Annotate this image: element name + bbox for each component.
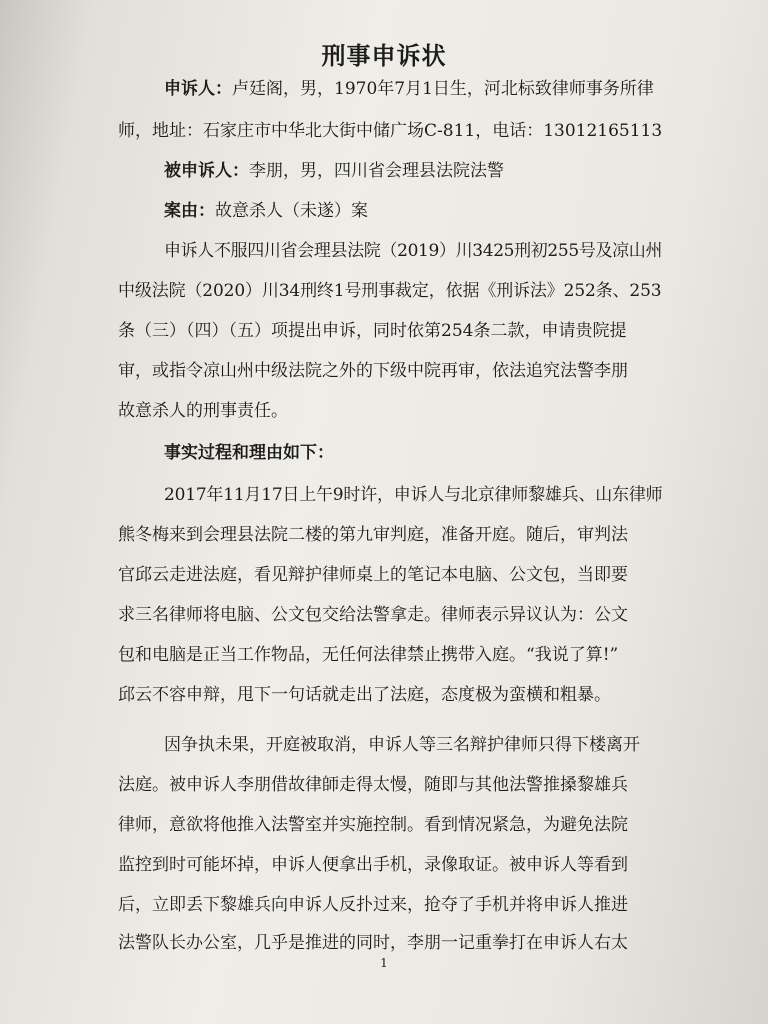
facts-heading: 事实过程和理由如下： (164, 443, 334, 463)
respondent-label: 被申诉人： (164, 161, 249, 181)
respondent-line (164, 160, 504, 182)
page-number: 1 (380, 956, 388, 970)
petitioner-label: 申诉人： (164, 79, 232, 99)
paragraph3-line-2: 法庭。被申诉人李朋借故律師走得太慢，随即与其他法警推搡黎雄兵 (118, 775, 628, 795)
respondent-text: 李朋，男，四川省会理县法院法警 (249, 161, 504, 181)
paragraph3-line-4: 监控到时可能坏掉，申诉人便拿出手机，录像取证。被申诉人等看到 (118, 855, 628, 875)
paragraph3-line-5: 后，立即丢下黎雄兵向申诉人反扑过来，抢夺了手机并将申诉人推进 (118, 895, 628, 915)
paragraph1-line-3: 条（三）（四）（五）项提出申诉，同时依第254条二款，申请贵院提 (118, 321, 627, 341)
petitioner-text-1: 卢廷阁，男，1970年7月1日生，河北标致律师事务所律 (232, 79, 654, 99)
petitioner-line-2: 师，地址：石家庄市中华北大街中储广场C-811，电话：13012165113 (118, 121, 663, 141)
paragraph2-line-3: 官邱云走进法庭，看见辩护律师桌上的笔记本电脑、公文包，当即要 (118, 565, 628, 585)
case-label: 案由： (164, 201, 215, 221)
paragraph3-line-3: 律师，意欲将他推入法警室并实施控制。看到情况紧急，为避免法院 (118, 815, 628, 835)
paragraph2-line-4: 求三名律师将电脑、公文包交给法警拿走。律师表示异议认为：公文 (118, 605, 628, 625)
paragraph3-line-6: 法警队长办公室，几乎是推进的同时，李朋一记重拳打在申诉人右太 (118, 933, 628, 953)
document-title: 刑事申诉状 (321, 41, 447, 70)
paragraph1-line-2: 中级法院（2020）川34刑终1号刑事裁定，依据《刑诉法》252条、253 (118, 281, 662, 301)
case-line (164, 200, 368, 222)
paragraph2-line-1: 2017年11月17日上午9时许，申诉人与北京律师黎雄兵、山东律师 (164, 485, 663, 505)
paragraph3-line-1: 因争执未果，开庭被取消，申诉人等三名辩护律师只得下楼离开 (164, 735, 640, 755)
case-text: 故意杀人（未遂）案 (215, 201, 368, 221)
paragraph2-line-5: 包和电脑是正当工作物品，无任何法律禁止携带入庭。“我说了算!” (118, 645, 619, 665)
paragraph2-line-6: 邱云不容申辩，甩下一句话就走出了法庭，态度极为蛮横和粗暴。 (118, 685, 611, 705)
paragraph2-line-2: 熊冬梅来到会理县法院二楼的第九审判庭，准备开庭。随后，审判法 (118, 525, 628, 545)
petitioner-line-1 (164, 78, 654, 100)
paragraph1-line-5: 故意杀人的刑事责任。 (118, 401, 288, 421)
paragraph1-line-4: 审，或指令凉山州中级法院之外的下级中院再审，依法追究法警李朋 (118, 361, 628, 381)
paragraph1-line-1: 申诉人不服四川省会理县法院（2019）川3425刑初255号及凉山州 (164, 241, 663, 261)
